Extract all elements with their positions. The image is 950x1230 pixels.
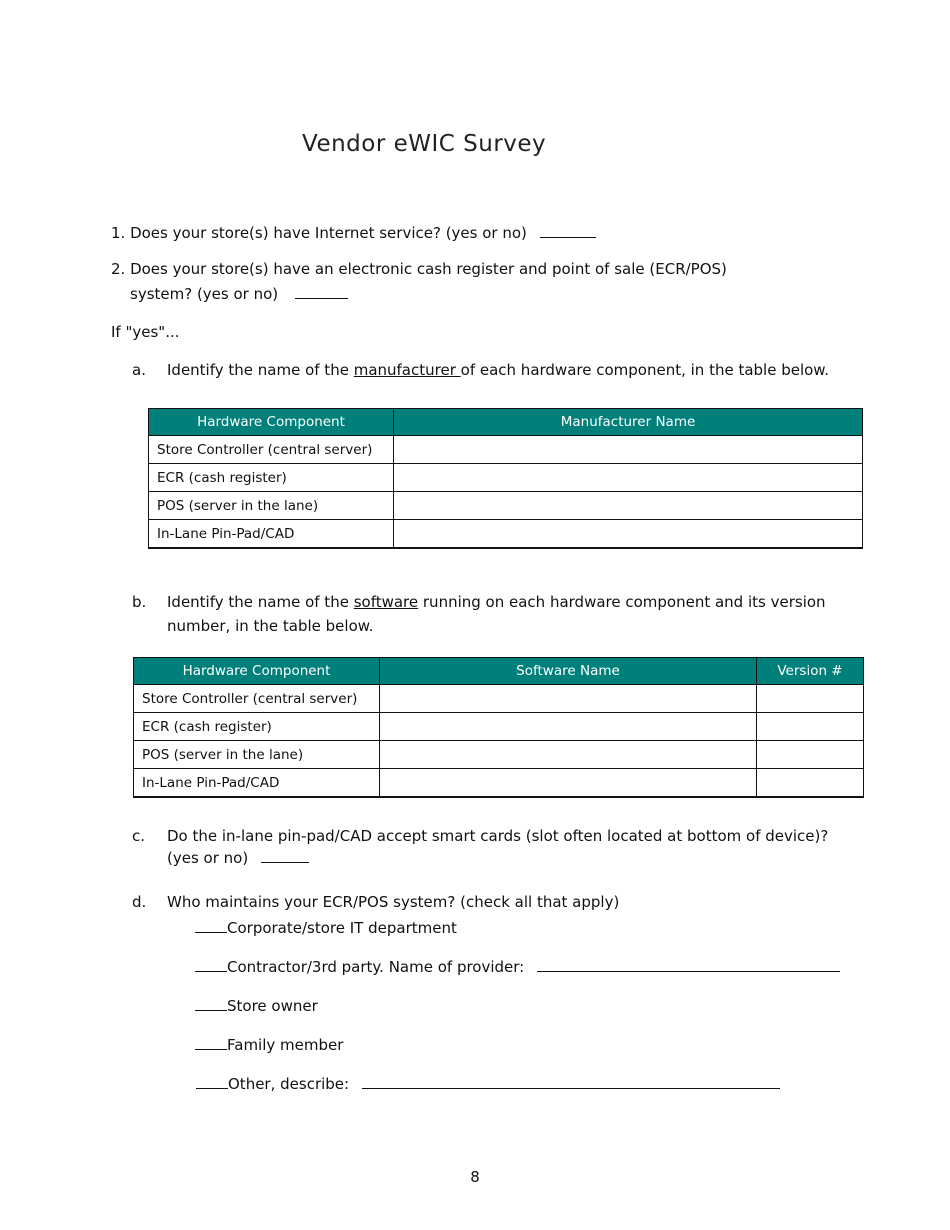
header-manufacturer-name: Manufacturer Name bbox=[394, 409, 863, 436]
header-software-name: Software Name bbox=[380, 658, 757, 685]
page-title: Vendor eWIC Survey bbox=[302, 131, 547, 157]
software-table bbox=[133, 657, 864, 798]
option-checkbox-blank[interactable] bbox=[195, 955, 227, 972]
question-2-line2 bbox=[130, 282, 348, 304]
manufacturer-table-header bbox=[149, 409, 863, 436]
header-version: Version # bbox=[757, 658, 864, 685]
item-b-underlined: software bbox=[353, 593, 419, 611]
option-label: Family member bbox=[227, 1036, 344, 1054]
software-input-cell[interactable] bbox=[380, 685, 757, 713]
option-other bbox=[196, 1072, 780, 1094]
option-label: Store owner bbox=[227, 997, 318, 1015]
table-row bbox=[134, 685, 864, 713]
hardware-cell: POS (server in the lane) bbox=[149, 492, 394, 520]
item-b-pre: Identify the name of the bbox=[167, 593, 354, 611]
hardware-cell: Store Controller (central server) bbox=[134, 685, 380, 713]
option-contractor bbox=[195, 955, 840, 977]
option-checkbox-blank[interactable] bbox=[195, 1033, 227, 1050]
table-row bbox=[134, 741, 864, 769]
question-1 bbox=[111, 221, 596, 243]
item-a-marker: a. bbox=[132, 361, 146, 379]
option-family-member bbox=[195, 1033, 343, 1055]
manufacturer-table bbox=[148, 408, 863, 549]
software-table-header bbox=[134, 658, 864, 685]
version-input-cell[interactable] bbox=[757, 769, 864, 798]
item-a-text bbox=[167, 360, 829, 380]
item-c-line2 bbox=[167, 846, 309, 868]
option-store-owner bbox=[195, 994, 318, 1016]
option-label: Other, describe: bbox=[228, 1075, 350, 1093]
version-input-cell[interactable] bbox=[757, 685, 864, 713]
item-d-question: Who maintains your ECR/POS system? (check all that apply) bbox=[167, 893, 620, 911]
question-2-answer-blank[interactable] bbox=[295, 282, 348, 299]
version-input-cell[interactable] bbox=[757, 713, 864, 741]
other-describe-blank[interactable] bbox=[362, 1072, 780, 1089]
table-row bbox=[149, 436, 863, 464]
option-checkbox-blank[interactable] bbox=[195, 994, 227, 1011]
item-b-marker: b. bbox=[132, 593, 147, 611]
hardware-cell: ECR (cash register) bbox=[149, 464, 394, 492]
if-yes-label: If "yes"... bbox=[111, 323, 180, 341]
question-1-answer-blank[interactable] bbox=[540, 221, 596, 238]
version-input-cell[interactable] bbox=[757, 741, 864, 769]
item-a-pre: Identify the name of the bbox=[167, 361, 354, 379]
software-input-cell[interactable] bbox=[380, 769, 757, 798]
option-label: Corporate/store IT department bbox=[227, 919, 457, 937]
table-row bbox=[149, 492, 863, 520]
question-1-text: 1. Does your store(s) have Internet service? (yes or no) bbox=[111, 224, 527, 242]
manufacturer-input-cell[interactable] bbox=[394, 492, 863, 520]
question-2-text: system? (yes or no) bbox=[130, 285, 279, 303]
option-checkbox-blank[interactable] bbox=[196, 1072, 228, 1089]
item-a-post: of each hardware component, in the table below. bbox=[460, 361, 829, 379]
software-input-cell[interactable] bbox=[380, 713, 757, 741]
item-c-line2-text: (yes or no) bbox=[167, 849, 249, 867]
item-d-marker: d. bbox=[132, 893, 147, 911]
software-input-cell[interactable] bbox=[380, 741, 757, 769]
header-hardware-component: Hardware Component bbox=[149, 409, 394, 436]
manufacturer-input-cell[interactable] bbox=[394, 520, 863, 549]
item-b-line2: number, in the table below. bbox=[167, 617, 374, 635]
page-number: 8 bbox=[470, 1168, 480, 1186]
option-corporate-it bbox=[195, 916, 457, 938]
question-2-line1: 2. Does your store(s) have an electronic cash register and point of sale (ECR/POS) bbox=[111, 260, 727, 278]
table-row bbox=[149, 464, 863, 492]
table-row bbox=[134, 769, 864, 798]
hardware-cell: In-Lane Pin-Pad/CAD bbox=[134, 769, 380, 798]
hardware-cell: POS (server in the lane) bbox=[134, 741, 380, 769]
header-hardware-component: Hardware Component bbox=[134, 658, 380, 685]
table-row bbox=[149, 520, 863, 549]
option-checkbox-blank[interactable] bbox=[195, 916, 227, 933]
item-c-marker: c. bbox=[132, 827, 146, 845]
item-a-underlined: manufacturer bbox=[353, 361, 461, 379]
item-b-text bbox=[167, 592, 826, 612]
manufacturer-input-cell[interactable] bbox=[394, 464, 863, 492]
hardware-cell: In-Lane Pin-Pad/CAD bbox=[149, 520, 394, 549]
item-b-post: running on each hardware component and its version bbox=[418, 593, 826, 611]
item-c-answer-blank[interactable] bbox=[261, 846, 309, 863]
item-c-line1: Do the in-lane pin-pad/CAD accept smart cards (slot often located at bottom of device)? bbox=[167, 827, 829, 845]
table-row bbox=[134, 713, 864, 741]
hardware-cell: Store Controller (central server) bbox=[149, 436, 394, 464]
manufacturer-input-cell[interactable] bbox=[394, 436, 863, 464]
hardware-cell: ECR (cash register) bbox=[134, 713, 380, 741]
option-label: Contractor/3rd party. Name of provider: bbox=[227, 958, 525, 976]
provider-name-blank[interactable] bbox=[537, 955, 840, 972]
